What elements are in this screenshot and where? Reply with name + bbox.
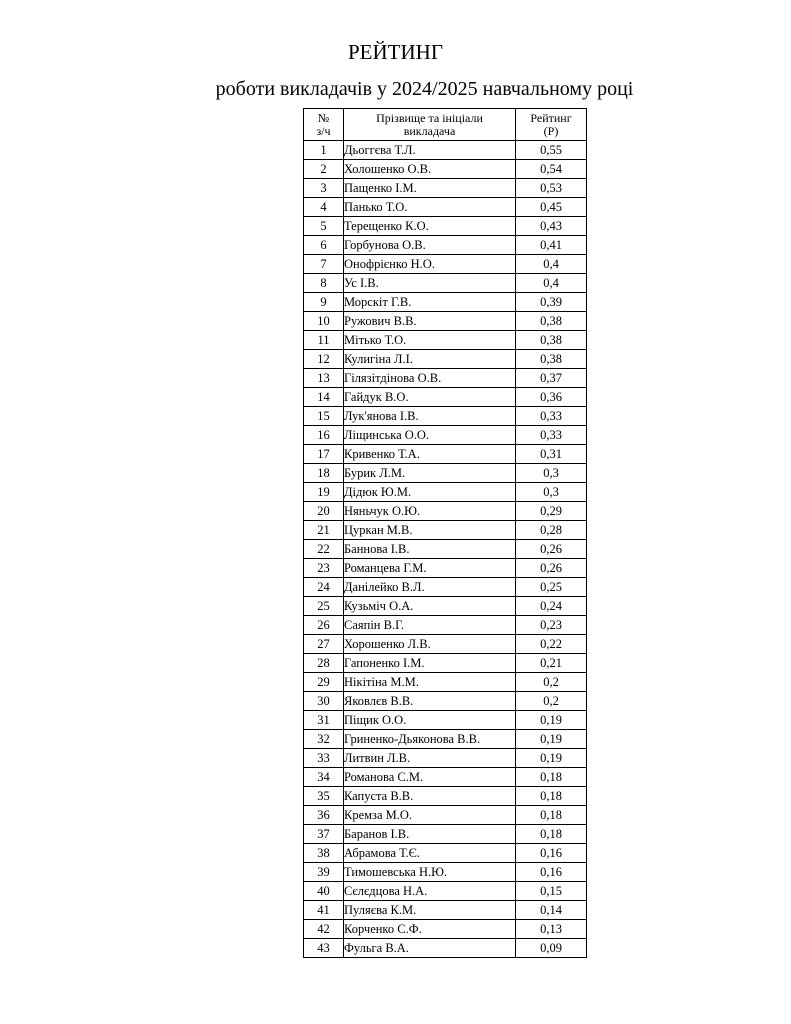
rating-value: 0,38	[516, 350, 587, 369]
teacher-name: Капуста В.В.	[344, 787, 516, 806]
row-number: 43	[304, 939, 344, 958]
row-number: 16	[304, 426, 344, 445]
rating-value: 0,13	[516, 920, 587, 939]
table-row	[304, 160, 587, 179]
rating-value: 0,33	[516, 407, 587, 426]
teacher-name: Данілейко В.Л.	[344, 578, 516, 597]
header-rating-line1: Рейтинг	[530, 110, 572, 125]
rating-value: 0,23	[516, 616, 587, 635]
table-row	[304, 806, 587, 825]
teacher-name: Ружович В.В.	[344, 312, 516, 331]
row-number: 39	[304, 863, 344, 882]
row-number: 20	[304, 502, 344, 521]
row-number: 7	[304, 255, 344, 274]
rating-value: 0,55	[516, 141, 587, 160]
teacher-name: Дьоггєва Т.Л.	[344, 141, 516, 160]
teacher-name: Ус І.В.	[344, 274, 516, 293]
rating-value: 0,53	[516, 179, 587, 198]
row-number: 2	[304, 160, 344, 179]
table-row	[304, 179, 587, 198]
rating-value: 0,39	[516, 293, 587, 312]
row-number: 11	[304, 331, 344, 350]
rating-value: 0,41	[516, 236, 587, 255]
table-row	[304, 597, 587, 616]
row-number: 36	[304, 806, 344, 825]
table-row	[304, 749, 587, 768]
row-number: 1	[304, 141, 344, 160]
rating-value: 0,24	[516, 597, 587, 616]
rating-value: 0,2	[516, 673, 587, 692]
rating-value: 0,26	[516, 540, 587, 559]
table-row	[304, 939, 587, 958]
row-number: 35	[304, 787, 344, 806]
rating-value: 0,29	[516, 502, 587, 521]
header-name	[344, 109, 516, 141]
teacher-name: Гриненко-Дьяконова В.В.	[344, 730, 516, 749]
row-number: 21	[304, 521, 344, 540]
table-row	[304, 445, 587, 464]
table-row	[304, 388, 587, 407]
rating-value: 0,19	[516, 730, 587, 749]
row-number: 25	[304, 597, 344, 616]
rating-value: 0,22	[516, 635, 587, 654]
teacher-name: Корченко С.Ф.	[344, 920, 516, 939]
rating-value: 0,38	[516, 331, 587, 350]
rating-value: 0,16	[516, 844, 587, 863]
table-row	[304, 274, 587, 293]
row-number: 41	[304, 901, 344, 920]
teacher-name: Пуляєва К.М.	[344, 901, 516, 920]
rating-value: 0,21	[516, 654, 587, 673]
table-row	[304, 331, 587, 350]
teacher-name: Тимошевська Н.Ю.	[344, 863, 516, 882]
teacher-name: Кулигіна Л.І.	[344, 350, 516, 369]
row-number: 30	[304, 692, 344, 711]
row-number: 14	[304, 388, 344, 407]
teacher-name: Баннова І.В.	[344, 540, 516, 559]
table-row	[304, 521, 587, 540]
table-body	[304, 141, 587, 958]
table-row	[304, 711, 587, 730]
rating-value: 0,2	[516, 692, 587, 711]
teacher-name: Нікітіна М.М.	[344, 673, 516, 692]
row-number: 29	[304, 673, 344, 692]
rating-value: 0,37	[516, 369, 587, 388]
rating-value: 0,3	[516, 464, 587, 483]
header-rating-line2: (Р)	[543, 123, 559, 138]
row-number: 32	[304, 730, 344, 749]
teacher-name: Бурик Л.М.	[344, 464, 516, 483]
row-number: 28	[304, 654, 344, 673]
teacher-name: Романцева Г.М.	[344, 559, 516, 578]
table-row	[304, 483, 587, 502]
row-number: 19	[304, 483, 344, 502]
row-number: 31	[304, 711, 344, 730]
rating-value: 0,43	[516, 217, 587, 236]
teacher-name: Кремза М.О.	[344, 806, 516, 825]
row-number: 38	[304, 844, 344, 863]
table-row	[304, 654, 587, 673]
table-row	[304, 578, 587, 597]
row-number: 22	[304, 540, 344, 559]
row-number: 5	[304, 217, 344, 236]
table-row	[304, 464, 587, 483]
row-number: 9	[304, 293, 344, 312]
table-row	[304, 540, 587, 559]
teacher-name: Панько Т.О.	[344, 198, 516, 217]
row-number: 34	[304, 768, 344, 787]
row-number: 4	[304, 198, 344, 217]
row-number: 8	[304, 274, 344, 293]
rating-value: 0,14	[516, 901, 587, 920]
table-row	[304, 787, 587, 806]
row-number: 26	[304, 616, 344, 635]
teacher-name: Абрамова Т.Є.	[344, 844, 516, 863]
teacher-name: Терещенко К.О.	[344, 217, 516, 236]
rating-value: 0,4	[516, 255, 587, 274]
row-number: 33	[304, 749, 344, 768]
teacher-name: Ліщинська О.О.	[344, 426, 516, 445]
header-name-line1: Прізвище та ініціали	[376, 110, 483, 125]
table-row	[304, 369, 587, 388]
table-header-row	[304, 109, 587, 141]
table-row	[304, 616, 587, 635]
table-row	[304, 141, 587, 160]
header-name-line2: викладача	[403, 123, 456, 138]
rating-value: 0,26	[516, 559, 587, 578]
header-number	[304, 109, 344, 141]
teacher-name: Саяпін В.Г.	[344, 616, 516, 635]
table-row	[304, 559, 587, 578]
table-row	[304, 502, 587, 521]
header-number-line1: №	[317, 110, 330, 125]
rating-value: 0,33	[516, 426, 587, 445]
rating-value: 0,36	[516, 388, 587, 407]
row-number: 15	[304, 407, 344, 426]
teacher-name: Холошенко О.В.	[344, 160, 516, 179]
row-number: 6	[304, 236, 344, 255]
row-number: 13	[304, 369, 344, 388]
row-number: 37	[304, 825, 344, 844]
teacher-name: Гапоненко І.М.	[344, 654, 516, 673]
table-row	[304, 844, 587, 863]
table-row	[304, 673, 587, 692]
teacher-name: Онофрієнко Н.О.	[344, 255, 516, 274]
teacher-name: Няньчук О.Ю.	[344, 502, 516, 521]
table-row	[304, 236, 587, 255]
rating-value: 0,09	[516, 939, 587, 958]
teacher-name: Хорошенко Л.В.	[344, 635, 516, 654]
teacher-name: Дідюк Ю.М.	[344, 483, 516, 502]
rating-value: 0,38	[516, 312, 587, 331]
rating-value: 0,18	[516, 787, 587, 806]
rating-value: 0,18	[516, 806, 587, 825]
row-number: 18	[304, 464, 344, 483]
teacher-name: Кривенко Т.А.	[344, 445, 516, 464]
table-row	[304, 255, 587, 274]
teacher-name: Цуркан М.В.	[344, 521, 516, 540]
table-row	[304, 863, 587, 882]
table-row	[304, 350, 587, 369]
table-row	[304, 768, 587, 787]
rating-value: 0,19	[516, 711, 587, 730]
rating-value: 0,25	[516, 578, 587, 597]
rating-value: 0,54	[516, 160, 587, 179]
rating-value: 0,3	[516, 483, 587, 502]
header-number-line2: з/ч	[316, 123, 331, 138]
teacher-name: Баранов І.В.	[344, 825, 516, 844]
teacher-name: Фульга В.А.	[344, 939, 516, 958]
document-title: РЕЙТИНГ	[348, 40, 443, 64]
row-number: 17	[304, 445, 344, 464]
row-number: 42	[304, 920, 344, 939]
row-number: 40	[304, 882, 344, 901]
rating-value: 0,45	[516, 198, 587, 217]
table-row	[304, 901, 587, 920]
table-row	[304, 882, 587, 901]
rating-value: 0,18	[516, 768, 587, 787]
rating-value: 0,4	[516, 274, 587, 293]
table-row	[304, 692, 587, 711]
teacher-name: Морскіт Г.В.	[344, 293, 516, 312]
teacher-name: Яковлєв В.В.	[344, 692, 516, 711]
teacher-name: Сєлєдцова Н.А.	[344, 882, 516, 901]
table-row	[304, 198, 587, 217]
teacher-name: Литвин Л.В.	[344, 749, 516, 768]
row-number: 12	[304, 350, 344, 369]
row-number: 3	[304, 179, 344, 198]
rating-value: 0,18	[516, 825, 587, 844]
table-row	[304, 635, 587, 654]
rating-table	[303, 108, 587, 958]
teacher-name: Пащенко І.М.	[344, 179, 516, 198]
teacher-name: Мітько Т.О.	[344, 331, 516, 350]
table-row	[304, 312, 587, 331]
table-row	[304, 730, 587, 749]
row-number: 27	[304, 635, 344, 654]
rating-value: 0,19	[516, 749, 587, 768]
rating-value: 0,31	[516, 445, 587, 464]
teacher-name: Романова С.М.	[344, 768, 516, 787]
teacher-name: Гілязітдінова О.В.	[344, 369, 516, 388]
table-row	[304, 293, 587, 312]
row-number: 24	[304, 578, 344, 597]
rating-value: 0,15	[516, 882, 587, 901]
table-row	[304, 407, 587, 426]
teacher-name: Піщик О.О.	[344, 711, 516, 730]
table-row	[304, 825, 587, 844]
teacher-name: Горбунова О.В.	[344, 236, 516, 255]
teacher-name: Кузьміч О.А.	[344, 597, 516, 616]
document-subtitle: роботи викладачів у 2024/2025 навчальному році	[215, 78, 634, 100]
teacher-name: Лук'янова І.В.	[344, 407, 516, 426]
teacher-name: Гайдук В.О.	[344, 388, 516, 407]
row-number: 23	[304, 559, 344, 578]
table-row	[304, 217, 587, 236]
rating-value: 0,16	[516, 863, 587, 882]
header-rating	[516, 109, 587, 141]
table-row	[304, 426, 587, 445]
rating-value: 0,28	[516, 521, 587, 540]
row-number: 10	[304, 312, 344, 331]
table-row	[304, 920, 587, 939]
